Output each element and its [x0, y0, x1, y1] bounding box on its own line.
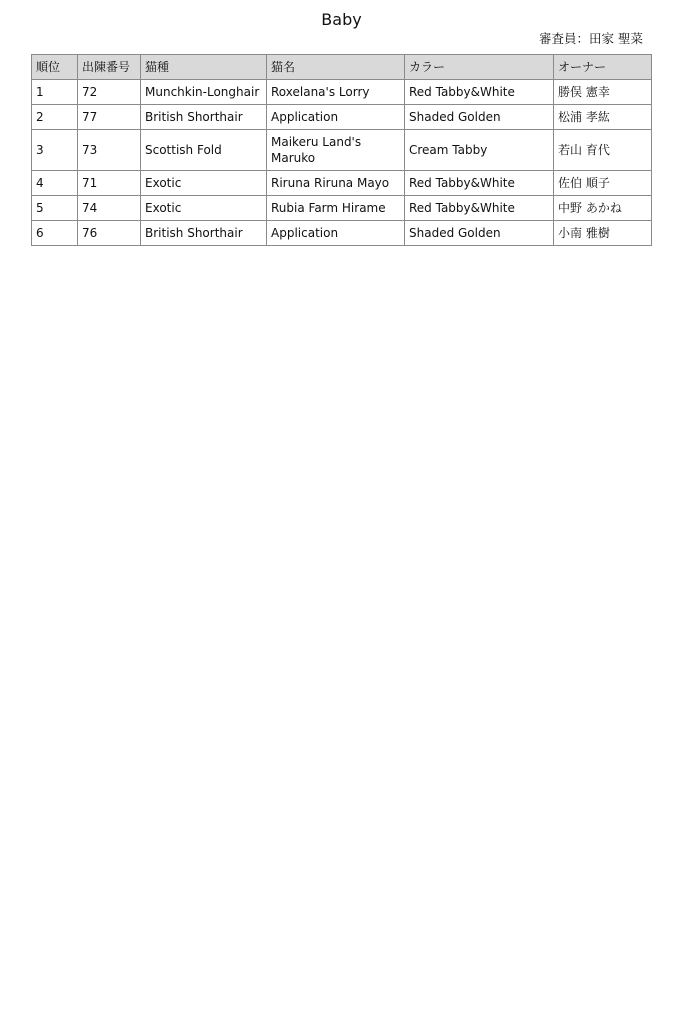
cell-rank: 6 — [32, 221, 78, 246]
cell-rank: 3 — [32, 130, 78, 171]
cell-owner: 若山 育代 — [554, 130, 652, 171]
cell-breed: Munchkin-Longhair — [141, 80, 267, 105]
cell-entry-number: 74 — [78, 196, 141, 221]
cell-color: Red Tabby&White — [405, 171, 554, 196]
column-header-rank: 順位 — [32, 55, 78, 80]
column-header-cat-name: 猫名 — [267, 55, 405, 80]
cell-entry-number: 77 — [78, 105, 141, 130]
column-header-entry-number: 出陳番号 — [78, 55, 141, 80]
cell-cat-name: Application — [267, 221, 405, 246]
cell-breed: British Shorthair — [141, 221, 267, 246]
cell-entry-number: 71 — [78, 171, 141, 196]
cell-rank: 4 — [32, 171, 78, 196]
cell-breed: Exotic — [141, 196, 267, 221]
cell-owner: 中野 あかね — [554, 196, 652, 221]
judge-line — [539, 30, 643, 48]
judge-name: 田家 聖菜 — [589, 31, 643, 46]
cell-cat-name: Application — [267, 105, 405, 130]
judge-label: 審査員： — [539, 31, 590, 46]
table-row — [32, 196, 652, 221]
cell-cat-name: Roxelana's Lorry — [267, 80, 405, 105]
cell-rank: 5 — [32, 196, 78, 221]
table-row — [32, 80, 652, 105]
cell-color: Red Tabby&White — [405, 80, 554, 105]
table-row — [32, 221, 652, 246]
cell-breed: British Shorthair — [141, 105, 267, 130]
cell-cat-name: Maikeru Land's Maruko — [267, 130, 405, 171]
cell-entry-number: 76 — [78, 221, 141, 246]
column-header-owner: オーナー — [554, 55, 652, 80]
cell-breed: Scottish Fold — [141, 130, 267, 171]
cell-color: Red Tabby&White — [405, 196, 554, 221]
table-row — [32, 105, 652, 130]
cell-cat-name: Rubia Farm Hirame — [267, 196, 405, 221]
cell-entry-number: 73 — [78, 130, 141, 171]
cell-cat-name: Riruna Riruna Mayo — [267, 171, 405, 196]
page-title: Baby — [321, 10, 362, 29]
cell-owner: 松浦 孝紘 — [554, 105, 652, 130]
cell-rank: 1 — [32, 80, 78, 105]
table-header-row — [32, 55, 652, 80]
table-row — [32, 171, 652, 196]
column-header-color: カラー — [405, 55, 554, 80]
cell-color: Cream Tabby — [405, 130, 554, 171]
column-header-breed: 猫種 — [141, 55, 267, 80]
cell-rank: 2 — [32, 105, 78, 130]
cell-color: Shaded Golden — [405, 105, 554, 130]
cell-owner: 勝俣 憲幸 — [554, 80, 652, 105]
cell-owner: 小南 雅樹 — [554, 221, 652, 246]
cell-color: Shaded Golden — [405, 221, 554, 246]
results-table — [31, 54, 652, 246]
table-row — [32, 130, 652, 171]
cell-breed: Exotic — [141, 171, 267, 196]
cell-owner: 佐伯 順子 — [554, 171, 652, 196]
cell-entry-number: 72 — [78, 80, 141, 105]
